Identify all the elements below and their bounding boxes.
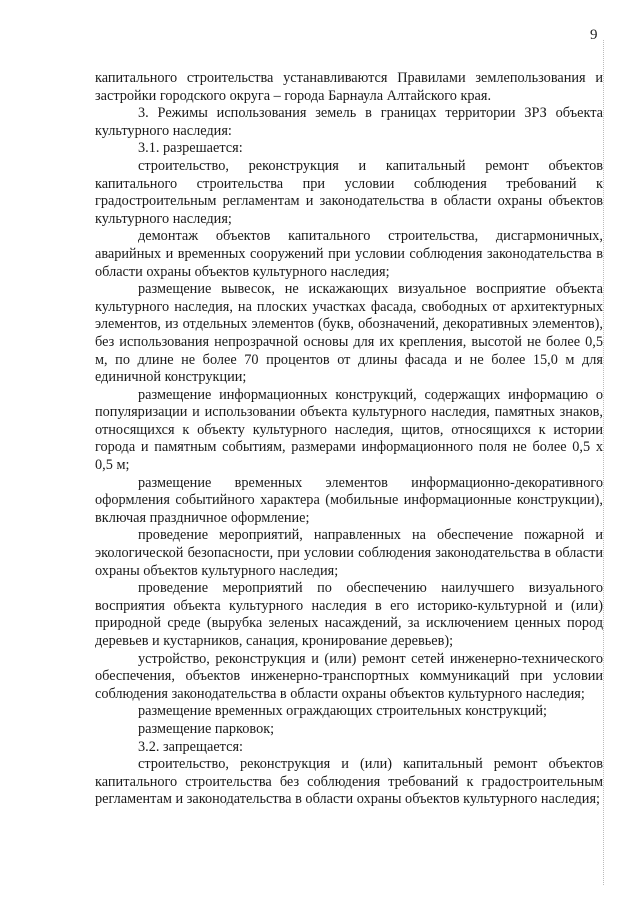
paragraph: размещение парковок; <box>138 720 275 737</box>
paragraph: строительство, реконструкция и (или) капитальный ремонт объектов капитального строительства без соблюдения требований к градостроительным регламентам и законодательства в области охраны объектов культурного наследия; <box>95 756 603 808</box>
paragraph: 3.2. запрещается: <box>138 738 243 755</box>
paragraph: размещение вывесок, не искажающих визуальное восприятие объекта культурного наследия, на плоских участках фасада, свободных от архитектурных элементов, из отдельных элементов (букв, обозначений, декоративных элементов), без использования непрозрачной основы для их крепления, высотой не более 0,5 м, по длине не более 70 процентов от длины фасада и не более 15,0 м для единичной конструкции; <box>95 281 603 386</box>
paragraph: размещение информационных конструкций, содержащих информацию о популяризации и использовании объекта культурного наследия, памятных знаков, относящихся к объекту культурного наследия, щитов, относящихся к истории города и памятным событиям, размерами информационного поля не более 0,5 х 0,5 м; <box>95 386 603 474</box>
document-body <box>95 70 603 809</box>
paragraph: 3.1. разрешается: <box>138 140 243 157</box>
paragraph: демонтаж объектов капитального строительства, дисгармоничных, аварийных и временных сооружений при условии соблюдения законодательства в области охраны объектов культурного наследия; <box>95 228 603 280</box>
paragraph: 3. Режимы использования земель в границах территории ЗРЗ объекта культурного наследия: <box>95 105 603 139</box>
paragraph: проведение мероприятий, направленных на обеспечение пожарной и экологической безопасности, при условии соблюдения законодательства в области охраны объектов культурного наследия; <box>95 527 603 579</box>
paragraph: проведение мероприятий по обеспечению наилучшего визуального восприятия объекта культурного наследия в его историко-культурной и (или) природной среде (вырубка зеленых насаждений, за исключением ценных пород деревьев и кустарников, санация, кронирование деревьев); <box>95 580 603 649</box>
paragraph: устройство, реконструкция и (или) ремонт сетей инженерно-технического обеспечения, объектов инженерно-транспортных коммуникаций при условии соблюдения законодательства в области охраны объектов культурного наследия; <box>95 650 603 702</box>
paragraph: капитального строительства устанавливаются Правилами землепользования и застройки городского округа – города Барнаула Алтайского края. <box>95 70 603 104</box>
scan-edge-line <box>603 40 604 885</box>
paragraph: размещение временных элементов информационно-декоративного оформления событийного характера (мобильные информационные конструкции), включая праздничное оформление; <box>95 474 603 526</box>
paragraph: размещение временных ограждающих строительных конструкций; <box>138 703 547 720</box>
page-number: 9 <box>590 27 598 43</box>
paragraph: строительство, реконструкция и капитальный ремонт объектов капитального строительства при условии соблюдения требований к градостроительным регламентам и законодательства в области охраны объектов культурного наследия; <box>95 157 603 227</box>
